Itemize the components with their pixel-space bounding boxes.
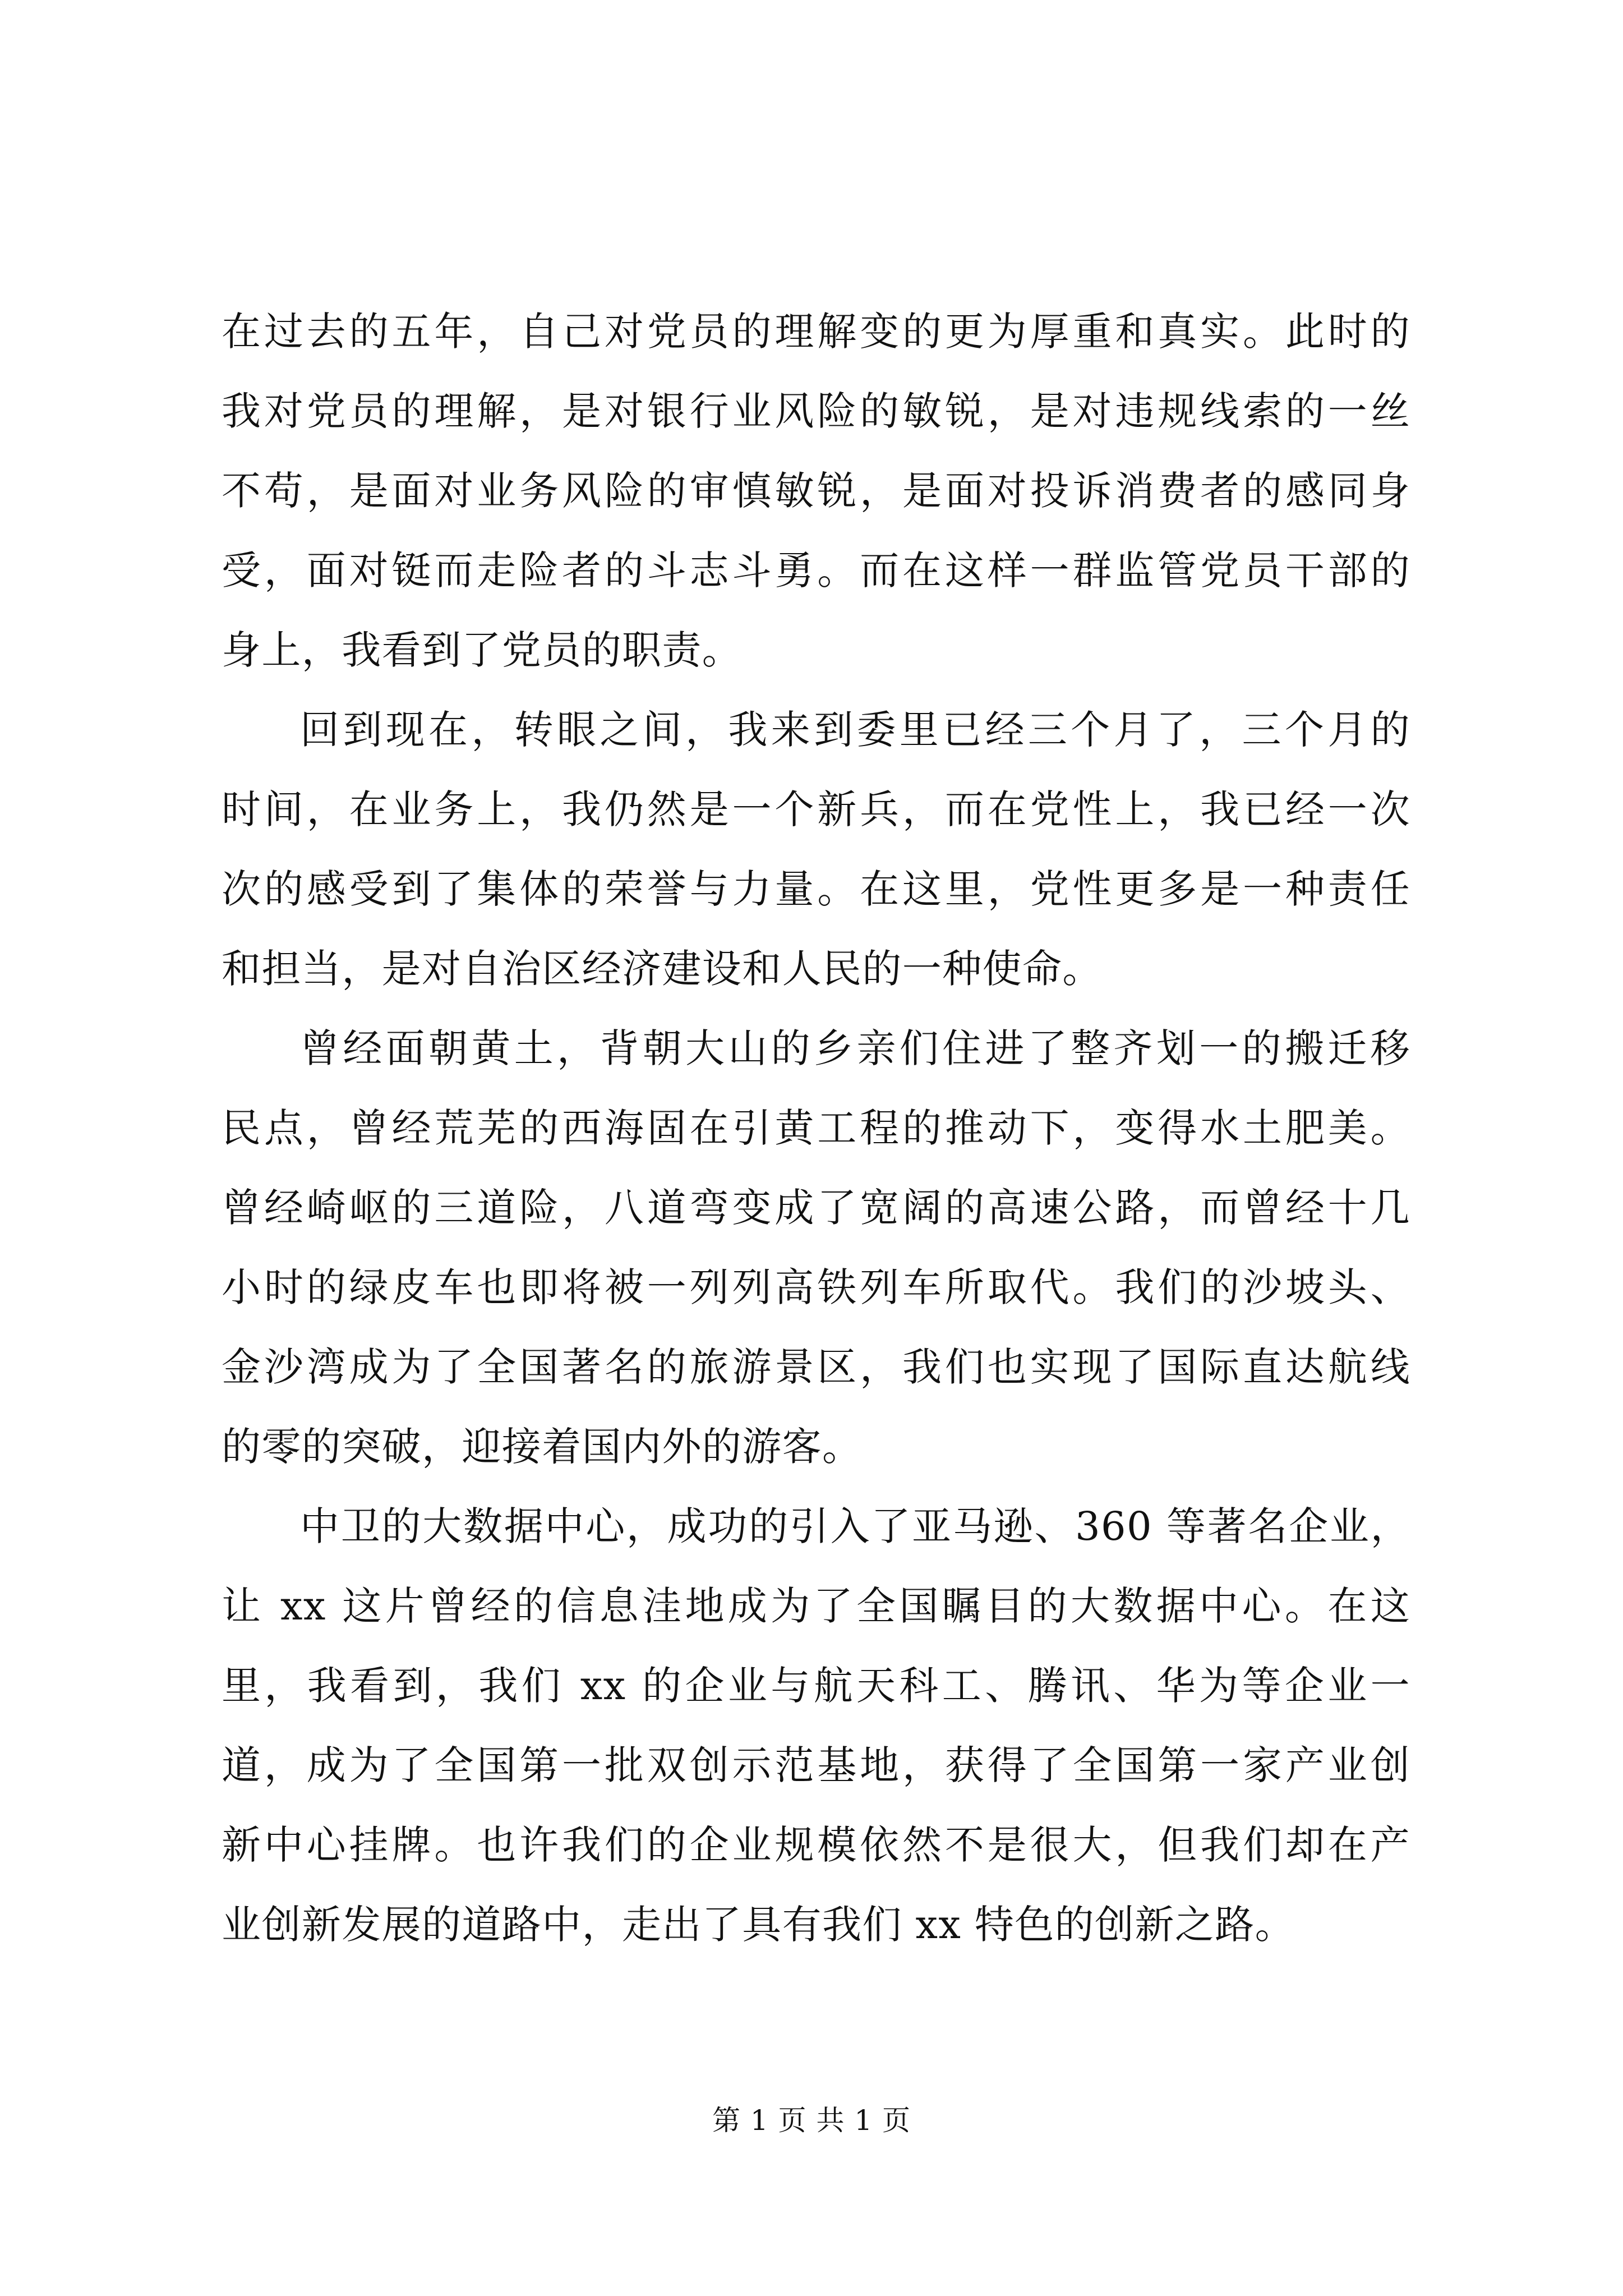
text-line: 的零的突破，迎接着国内外的游客。 (222, 1424, 863, 1470)
text-line: 和担当，是对自治区经济建设和人民的一种使命。 (222, 946, 1103, 992)
text-line: 让 xx 这片曾经的信息洼地成为了全国瞩目的大数据中心。在这 (222, 1583, 1410, 1629)
text-line: 里，我看到，我们 xx 的企业与航天科工、腾讯、华为等企业一 (222, 1663, 1410, 1709)
text-line: 在过去的五年，自己对党员的理解变的更为厚重和真实。此时的 (222, 309, 1410, 355)
text-line: 不苟，是面对业务风险的审慎敏锐，是面对投诉消费者的感同身 (222, 468, 1410, 514)
text-line: 回到现在，转眼之间，我来到委里已经三个月了，三个月的 (300, 707, 1410, 753)
text-line: 受，面对铤而走险者的斗志斗勇。而在这样一群监管党员干部的 (222, 547, 1410, 593)
text-line: 小时的绿皮车也即将被一列列高铁列车所取代。我们的沙坡头、 (222, 1264, 1410, 1310)
paragraph-2 (222, 690, 1410, 1009)
text-line: 身上，我看到了党员的职责。 (222, 627, 743, 673)
text-line: 新中心挂牌。也许我们的企业规模依然不是很大，但我们却在产 (222, 1822, 1410, 1868)
paragraph-4 (222, 1487, 1410, 1964)
text-line: 我对党员的理解，是对银行业风险的敏锐，是对违规线索的一丝 (222, 388, 1410, 434)
text-line: 曾经面朝黄土，背朝大山的乡亲们住进了整齐划一的搬迁移 (300, 1025, 1410, 1071)
paragraph-1 (222, 292, 1410, 690)
paragraph-3 (222, 1009, 1410, 1487)
text-line: 民点，曾经荒芜的西海固在引黄工程的推动下，变得水土肥美。 (222, 1105, 1410, 1151)
text-line: 业创新发展的道路中，走出了具有我们 xx 特色的创新之路。 (222, 1902, 1295, 1948)
text-line: 曾经崎岖的三道险，八道弯变成了宽阔的高速公路，而曾经十几 (222, 1185, 1410, 1231)
page-footer: 第 1 页 共 1 页 (712, 2104, 911, 2137)
text-line: 金沙湾成为了全国著名的旅游景区，我们也实现了国际直达航线 (222, 1344, 1410, 1390)
document-body (222, 292, 1410, 1964)
text-line: 中卫的大数据中心，成功的引入了亚马逊、360 等著名企业， (300, 1503, 1410, 1549)
text-line: 时间，在业务上，我仍然是一个新兵，而在党性上，我已经一次 (222, 786, 1410, 832)
text-line: 次的感受到了集体的荣誉与力量。在这里，党性更多是一种责任 (222, 866, 1410, 912)
text-line: 道，成为了全国第一批双创示范基地，获得了全国第一家产业创 (222, 1742, 1410, 1788)
